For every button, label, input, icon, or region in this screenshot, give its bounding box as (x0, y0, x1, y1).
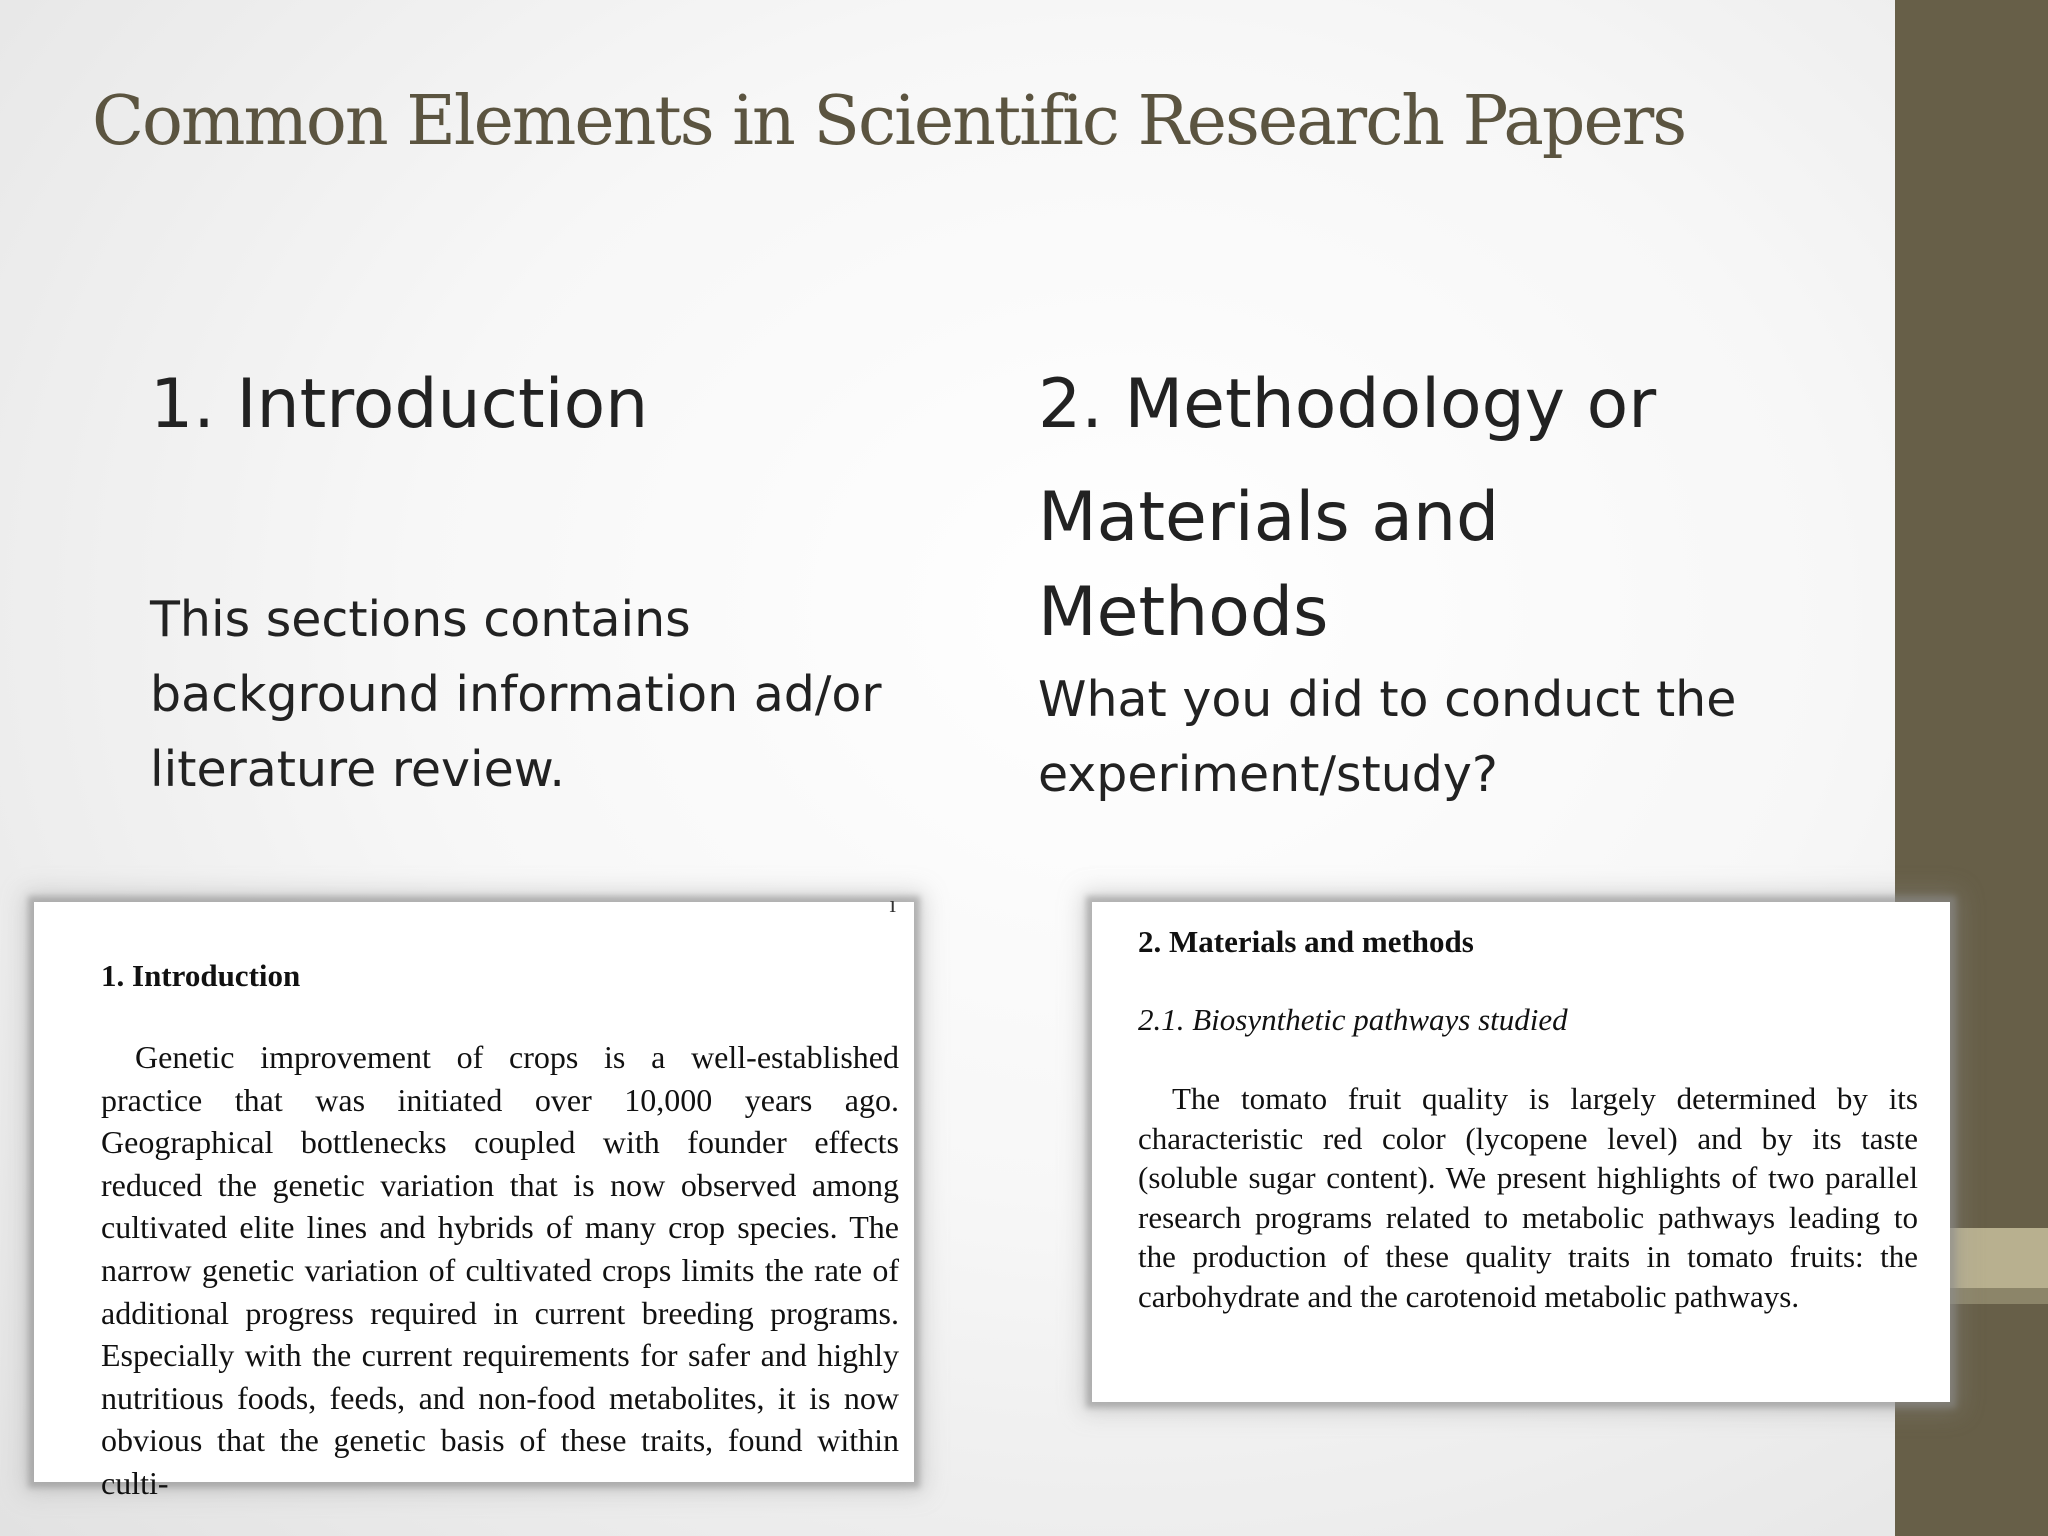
methods-paper-excerpt (1092, 902, 1950, 1402)
introduction-paper-excerpt (34, 892, 914, 1501)
excerpt-heading: 1. Introduction (101, 958, 301, 993)
methodology-heading-line2: Materials and Methods (1038, 478, 1500, 652)
excerpt-heading: 2. Materials and methods (1138, 924, 1474, 959)
slide-title: Common Elements in Scientific Research Papers (92, 82, 1686, 161)
introduction-heading: 1. Introduction (150, 365, 649, 444)
methodology-heading-line1: 2. Methodology or (1038, 365, 1657, 444)
methodology-description: What you did to conduct the experiment/study? (1038, 671, 1737, 803)
excerpt-subheading: 2.1. Biosynthetic pathways studied (1138, 1002, 1568, 1037)
excerpt-text: The tomato fruit quality is largely determined by its characteristic red color (lycopene level) and by its taste (soluble sugar content). We present highlights of two parallel research programs related to metabolic pathways leading to the production of these quality traits in tomato fruits: the carbohydrate and the carotenoid metabolic pathways. (1138, 1081, 1918, 1314)
excerpt-text: Genetic improvement of crops is a well-established practice that was initiated over 10,000 years ago. Geographical bottlenecks coupled with founder effects reduced the genetic variation that is now observed among cultivated elite lines and hybrids of many crop species. The narrow genetic variation of cultivated crops limits the rate of additional progress required in current breeding programs. Especially with the current requirements for safer and highly nutritious foods, feeds, and non-food metabolites, it is now obvious that the genetic basis of these traits, found within culti- (101, 1039, 899, 1501)
introduction-description: This sections contains background information ad/or literature review. (150, 591, 882, 798)
page-edge-mark: ı (889, 892, 896, 918)
